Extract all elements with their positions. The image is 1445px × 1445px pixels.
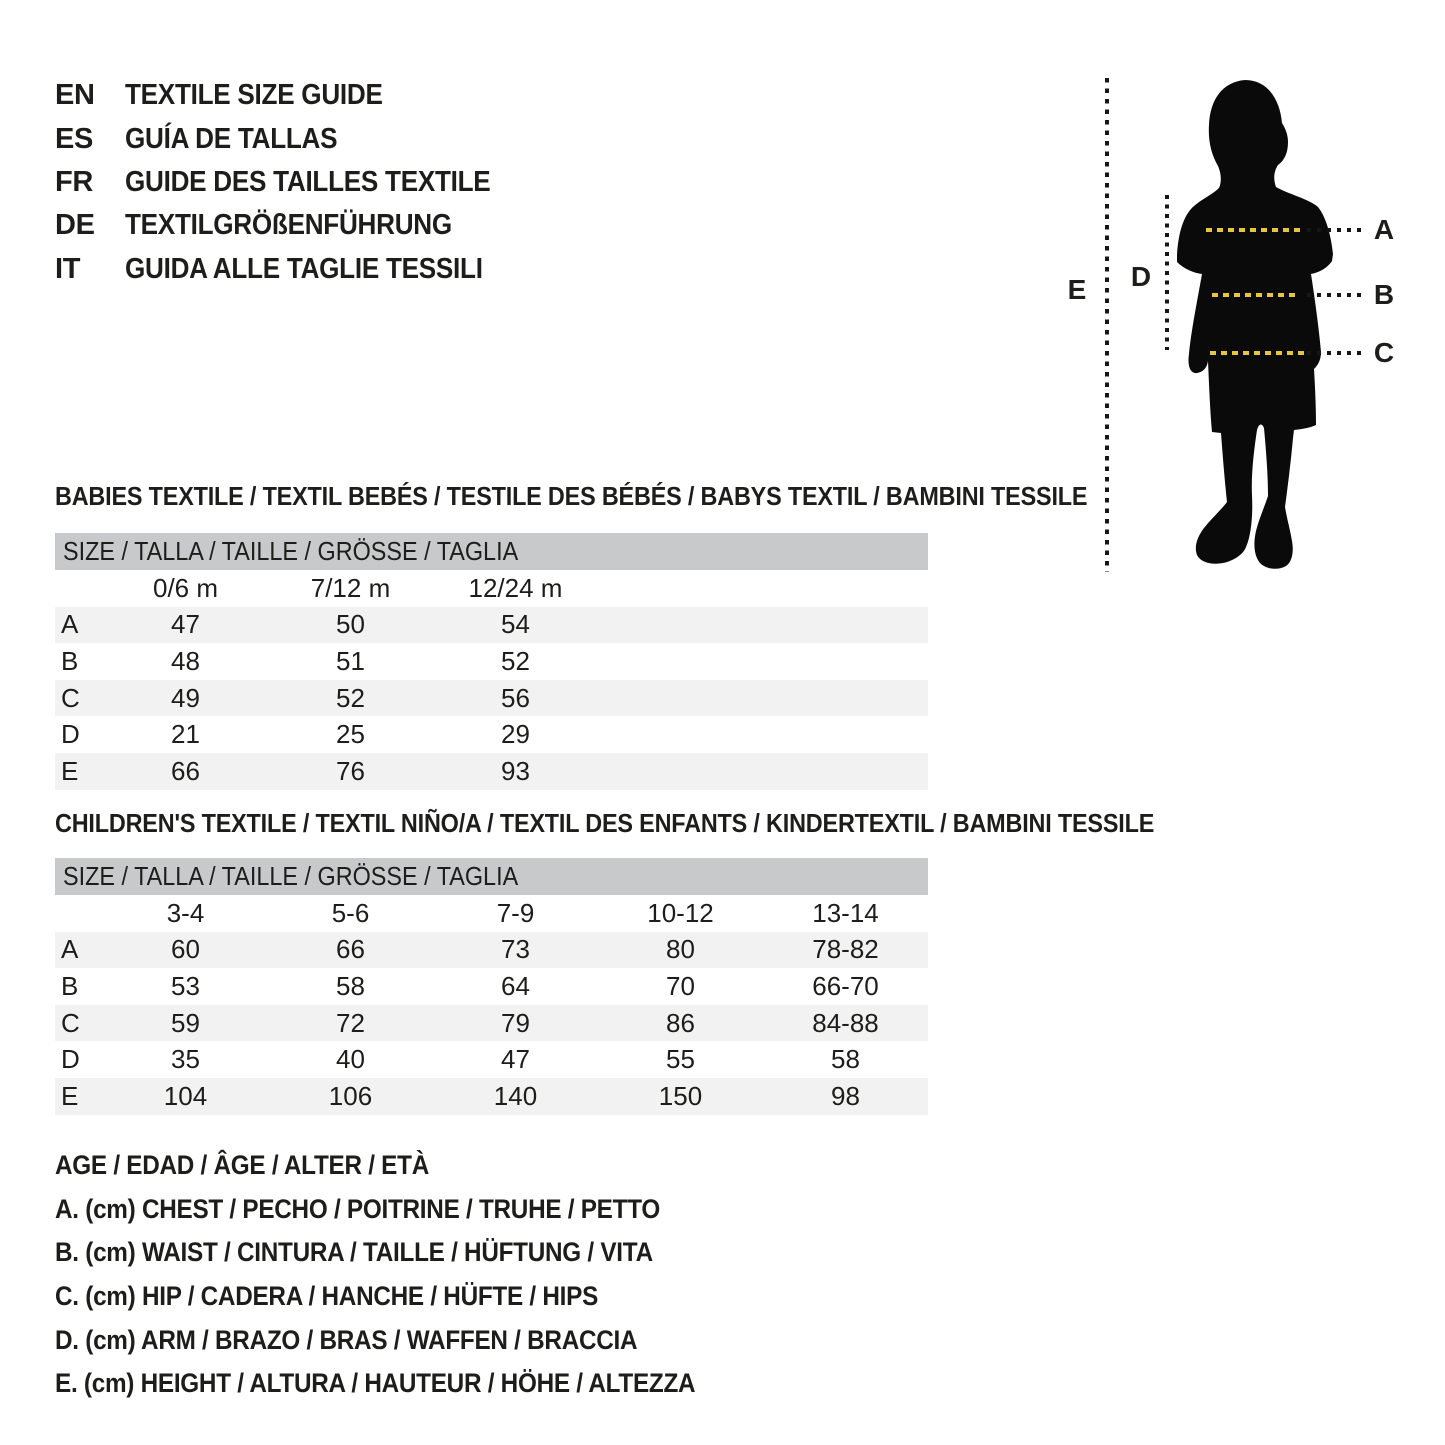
guide-title: TEXTILGRÖßENFÜHRUNG [125, 209, 452, 242]
arm-measure-line-d [1165, 195, 1169, 350]
row-label: D [61, 719, 80, 750]
table-cell: 56 [501, 682, 530, 713]
table-cell: 55 [666, 1044, 695, 1075]
table-cell: 93 [501, 755, 530, 786]
legend-text: E. (cm) HEIGHT / ALTURA / HAUTEUR / HÖHE / ALTEZZA [55, 1368, 696, 1399]
column-header: 7/12 m [310, 572, 391, 603]
figure-label-e: E [1067, 274, 1087, 305]
table-cell: 66 [336, 934, 365, 965]
table-cell: 70 [666, 970, 695, 1001]
table-cell: 98 [831, 1080, 860, 1111]
guide-title: GUÍA DE TALLAS [125, 122, 338, 155]
column-header: 7-9 [496, 897, 535, 928]
table-cell: 53 [171, 970, 200, 1001]
language-title-block [55, 74, 531, 291]
babies-column-header-row [55, 570, 928, 607]
row-label: D [61, 1044, 80, 1075]
row-label: E [61, 1080, 79, 1111]
table-cell: 21 [171, 719, 200, 750]
hip-measure-dash-c [1210, 351, 1305, 355]
lang-code: FR [55, 165, 94, 198]
table-cell: 29 [501, 719, 530, 750]
lang-code: EN [55, 79, 95, 112]
size-header-text: SIZE / TALLA / TAILLE / GRÖSSE / TAGLIA [63, 861, 519, 891]
figure-label-d: D [1130, 261, 1152, 292]
legend-line-arm [55, 1318, 766, 1362]
legend-text: AGE / EDAD / ÂGE / ALTER / ETÀ [55, 1150, 429, 1181]
legend-text: B. (cm) WAIST / CINTURA / TAILLE / HÜFTUNG / VITA [55, 1237, 653, 1268]
children-size-header-bar [55, 858, 928, 895]
babies-section-title [55, 481, 1202, 512]
row-label: B [61, 970, 79, 1001]
table-row [55, 607, 928, 644]
lang-row-fr [55, 161, 531, 204]
chest-measure-dots-a [1307, 228, 1362, 232]
table-cell: 140 [493, 1080, 538, 1111]
table-cell: 25 [336, 719, 365, 750]
lang-row-it [55, 248, 531, 291]
table-cell: 40 [336, 1044, 365, 1075]
legend-text: C. (cm) HIP / CADERA / HANCHE / HÜFTE / HIPS [55, 1281, 599, 1312]
figure-label-c: C [1373, 337, 1395, 368]
table-cell: 52 [501, 645, 530, 676]
legend-line-height [55, 1362, 766, 1406]
table-cell: 66 [171, 755, 200, 786]
table-cell: 150 [658, 1080, 703, 1111]
table-cell: 47 [501, 1044, 530, 1075]
figure-label-b: B [1373, 279, 1395, 310]
children-size-table [55, 858, 928, 1115]
row-label: C [61, 1007, 80, 1038]
lang-code: ES [55, 122, 94, 155]
column-header: 13-14 [812, 897, 879, 928]
lang-row-en [55, 74, 531, 117]
legend-text: A. (cm) CHEST / PECHO / POITRINE / TRUHE / PETTO [55, 1193, 660, 1224]
guide-title: TEXTILE SIZE GUIDE [125, 79, 383, 112]
table-cell: 54 [501, 609, 530, 640]
table-cell: 104 [163, 1080, 208, 1111]
legend-line-age [55, 1144, 766, 1188]
waist-measure-dash-b [1212, 293, 1300, 297]
lang-code: DE [55, 209, 95, 242]
row-label: B [61, 645, 79, 676]
row-label: A [61, 609, 79, 640]
table-cell: 58 [831, 1044, 860, 1075]
guide-title: GUIDE DES TAILLES TEXTILE [125, 165, 491, 198]
table-cell: 58 [336, 970, 365, 1001]
row-label: A [61, 934, 79, 965]
table-cell: 51 [336, 645, 365, 676]
table-row [55, 1078, 928, 1115]
column-header: 5-6 [331, 897, 370, 928]
babies-size-header-bar [55, 533, 928, 570]
table-row [55, 680, 928, 717]
table-cell: 79 [501, 1007, 530, 1038]
hip-measure-dots-c [1307, 351, 1362, 355]
table-row [55, 1005, 928, 1042]
legend-line-waist [55, 1231, 766, 1275]
table-row [55, 968, 928, 1005]
waist-measure-dots-b [1307, 293, 1362, 297]
lang-row-es [55, 117, 531, 160]
size-header-text: SIZE / TALLA / TAILLE / GRÖSSE / TAGLIA [63, 536, 519, 566]
table-cell: 86 [666, 1007, 695, 1038]
table-cell: 84-88 [812, 1007, 879, 1038]
table-cell: 106 [328, 1080, 373, 1111]
legend-line-hip [55, 1275, 766, 1319]
children-section-title [55, 808, 1276, 839]
table-cell: 49 [171, 682, 200, 713]
lang-row-de [55, 204, 531, 247]
table-cell: 52 [336, 682, 365, 713]
figure-label-a: A [1373, 214, 1395, 245]
table-row [55, 1041, 928, 1078]
table-cell: 35 [171, 1044, 200, 1075]
table-cell: 78-82 [812, 934, 879, 965]
column-header: 12/24 m [468, 572, 563, 603]
lang-code: IT [55, 252, 81, 285]
table-cell: 47 [171, 609, 200, 640]
table-row [55, 643, 928, 680]
legend-text: D. (cm) ARM / BRAZO / BRAS / WAFFEN / BRACCIA [55, 1324, 638, 1355]
table-cell: 59 [171, 1007, 200, 1038]
column-header: 3-4 [166, 897, 205, 928]
chest-measure-dash-a [1206, 228, 1303, 232]
column-header: 0/6 m [152, 572, 219, 603]
table-cell: 80 [666, 934, 695, 965]
table-cell: 64 [501, 970, 530, 1001]
column-header: 10-12 [647, 897, 714, 928]
table-cell: 76 [336, 755, 365, 786]
table-row [55, 932, 928, 969]
row-label: E [61, 755, 79, 786]
table-cell: 66-70 [812, 970, 879, 1001]
children-section-title-text: CHILDREN'S TEXTILE / TEXTIL NIÑO/A / TEXTIL DES ENFANTS / KINDERTEXTIL / BAMBINI TESSILE [55, 808, 1155, 838]
babies-size-table [55, 533, 928, 790]
table-cell: 72 [336, 1007, 365, 1038]
table-cell: 48 [171, 645, 200, 676]
row-label: C [61, 682, 80, 713]
table-cell: 60 [171, 934, 200, 965]
children-column-header-row [55, 895, 928, 932]
guide-title: GUIDA ALLE TAGLIE TESSILI [125, 252, 483, 285]
table-cell: 73 [501, 934, 530, 965]
babies-section-title-text: BABIES TEXTILE / TEXTIL BEBÉS / TESTILE DES BÉBÉS / BABYS TEXTIL / BAMBINI TESSILE [55, 481, 1088, 511]
measurement-legend [55, 1144, 766, 1406]
legend-line-chest [55, 1188, 766, 1232]
table-cell: 50 [336, 609, 365, 640]
table-row [55, 716, 928, 753]
table-row [55, 753, 928, 790]
